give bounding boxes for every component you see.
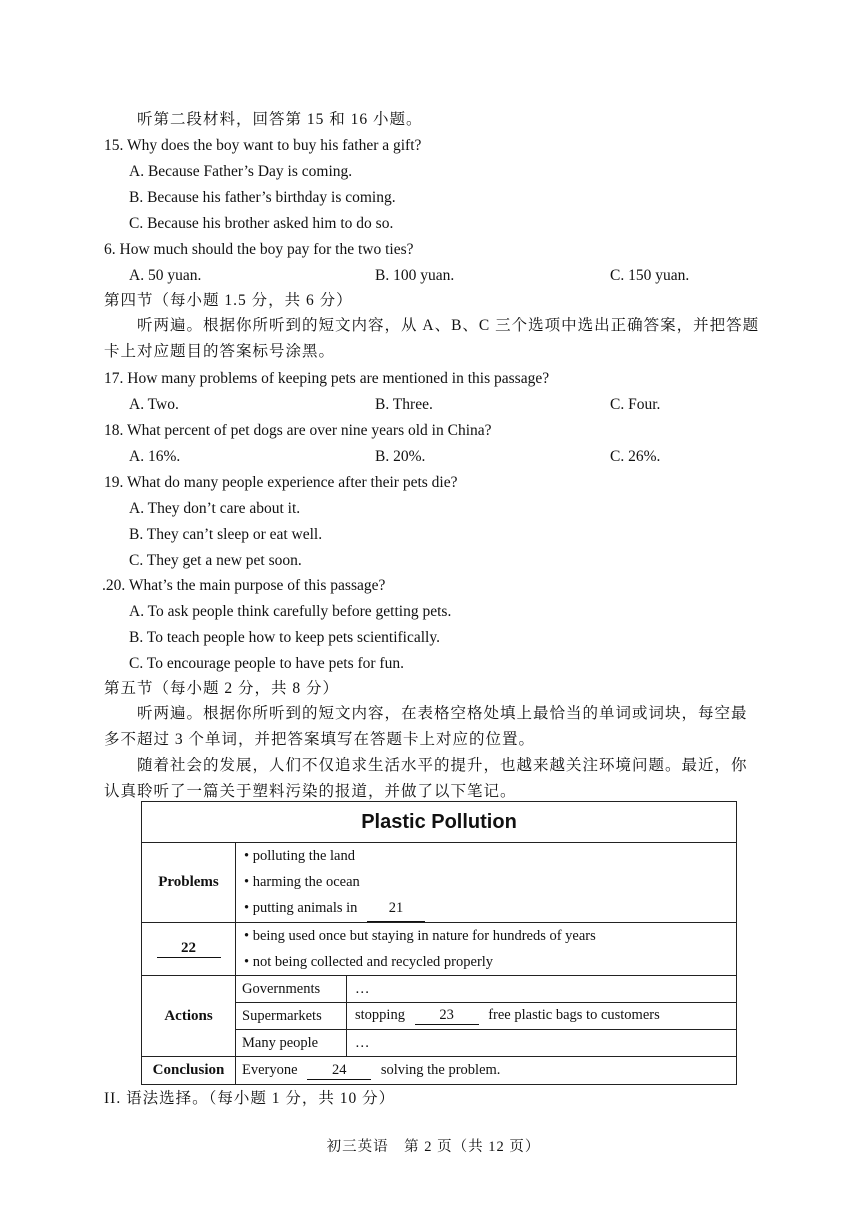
section4-heading: 第四节（每小题 1.5 分，共 6 分） (104, 292, 353, 309)
action-governments: … (347, 976, 737, 1003)
q17-option-c: C. Four. (610, 396, 661, 413)
action-supermarkets-start: stopping (355, 1007, 405, 1023)
section5-instruction-1: 听两遍。根据你所听到的短文内容，在表格空格处填上最恰当的单词或词块，每空最 (137, 705, 748, 722)
section4-instruction-1: 听两遍。根据你所听到的短文内容，从 A、B、C 三个选项中选出正确答案，并把答题 (137, 317, 760, 334)
blank-23: 23 (415, 1007, 479, 1025)
table-title: Plastic Pollution (142, 802, 737, 843)
action-supermarkets (347, 1003, 737, 1030)
conclusion-text (236, 1057, 737, 1085)
q17-option-a: A. Two. (129, 396, 179, 413)
problems-label: Problems (142, 843, 236, 923)
q15-option-c: C. Because his brother asked him to do so. (129, 215, 394, 232)
blank-21: 21 (367, 895, 425, 922)
q15-option-b: B. Because his father’s birthday is coming. (129, 189, 396, 206)
q19-option-b: B. They can’t sleep or eat well. (129, 526, 323, 543)
q16-option-b: B. 100 yuan. (375, 267, 455, 284)
q20-option-b: B. To teach people how to keep pets scientifically. (129, 629, 440, 646)
action-supermarkets-end: free plastic bags to customers (488, 1007, 660, 1023)
action-many-people: … (347, 1030, 737, 1057)
conclusion-label: Conclusion (142, 1057, 236, 1085)
page-footer: 初三英语 第 2 页（共 12 页） (326, 1139, 541, 1155)
question-20: .20. What’s the main purpose of this passage? (102, 577, 386, 594)
causes-list (236, 923, 737, 976)
actor-governments: Governments (236, 976, 347, 1003)
question-18: 18. What percent of pet dogs are over nine years old in China? (104, 422, 492, 439)
q18-option-b: B. 20%. (375, 448, 426, 465)
problem-item-text: • putting animals in (244, 900, 358, 916)
actor-supermarkets: Supermarkets (236, 1003, 347, 1030)
section4-instruction-2: 卡上对应题目的答案标号涂黑。 (104, 343, 336, 360)
problem-item: • harming the ocean (244, 874, 360, 890)
question-16: 6. How much should the boy pay for the two ties? (104, 241, 414, 258)
actions-label: Actions (142, 976, 236, 1057)
section5-context-1: 随着社会的发展，人们不仅追求生活水平的提升，也越来越关注环境问题。最近，你 (137, 757, 748, 774)
question-19: 19. What do many people experience after their pets die? (104, 474, 458, 491)
section5-heading: 第五节（每小题 2 分，共 8 分） (104, 680, 340, 697)
cause-item: • being used once but staying in nature for hundreds of years (244, 928, 596, 944)
section5-instruction-2: 多不超过 3 个单词，并把答案填写在答题卡上对应的位置。 (104, 731, 536, 748)
question-17: 17. How many problems of keeping pets are mentioned in this passage? (104, 370, 550, 387)
blank-22: 22 (157, 940, 221, 958)
causes-label-cell (142, 923, 236, 976)
q15-option-a: A. Because Father’s Day is coming. (129, 163, 353, 180)
grammar-heading: II. 语法选择。（每小题 1 分，共 10 分） (104, 1090, 396, 1107)
q16-option-c: C. 150 yuan. (610, 267, 690, 284)
q18-option-c: C. 26%. (610, 448, 661, 465)
part2-intro: 听第二段材料，回答第 15 和 16 小题。 (137, 111, 423, 128)
q20-option-a: A. To ask people think carefully before getting pets. (129, 603, 452, 620)
q16-option-a: A. 50 yuan. (129, 267, 202, 284)
blank-24: 24 (307, 1062, 371, 1080)
actor-many-people: Many people (236, 1030, 347, 1057)
conclusion-end: solving the problem. (380, 1061, 501, 1078)
q20-option-c: C. To encourage people to have pets for fun. (129, 655, 404, 672)
cause-item: • not being collected and recycled properly (244, 954, 494, 970)
section5-context-2: 认真聆听了一篇关于塑料污染的报道，并做了以下笔记。 (104, 783, 517, 800)
problem-item (236, 895, 736, 922)
q19-option-a: A. They don’t care about it. (129, 500, 301, 517)
problem-item: • polluting the land (244, 848, 355, 864)
notes-table (141, 801, 737, 1085)
q19-option-c: C. They get a new pet soon. (129, 552, 302, 569)
conclusion-start: Everyone (242, 1061, 298, 1078)
q18-option-a: A. 16%. (129, 448, 181, 465)
question-15: 15. Why does the boy want to buy his father a gift? (104, 137, 422, 154)
q17-option-b: B. Three. (375, 396, 433, 413)
problems-list (236, 843, 737, 923)
